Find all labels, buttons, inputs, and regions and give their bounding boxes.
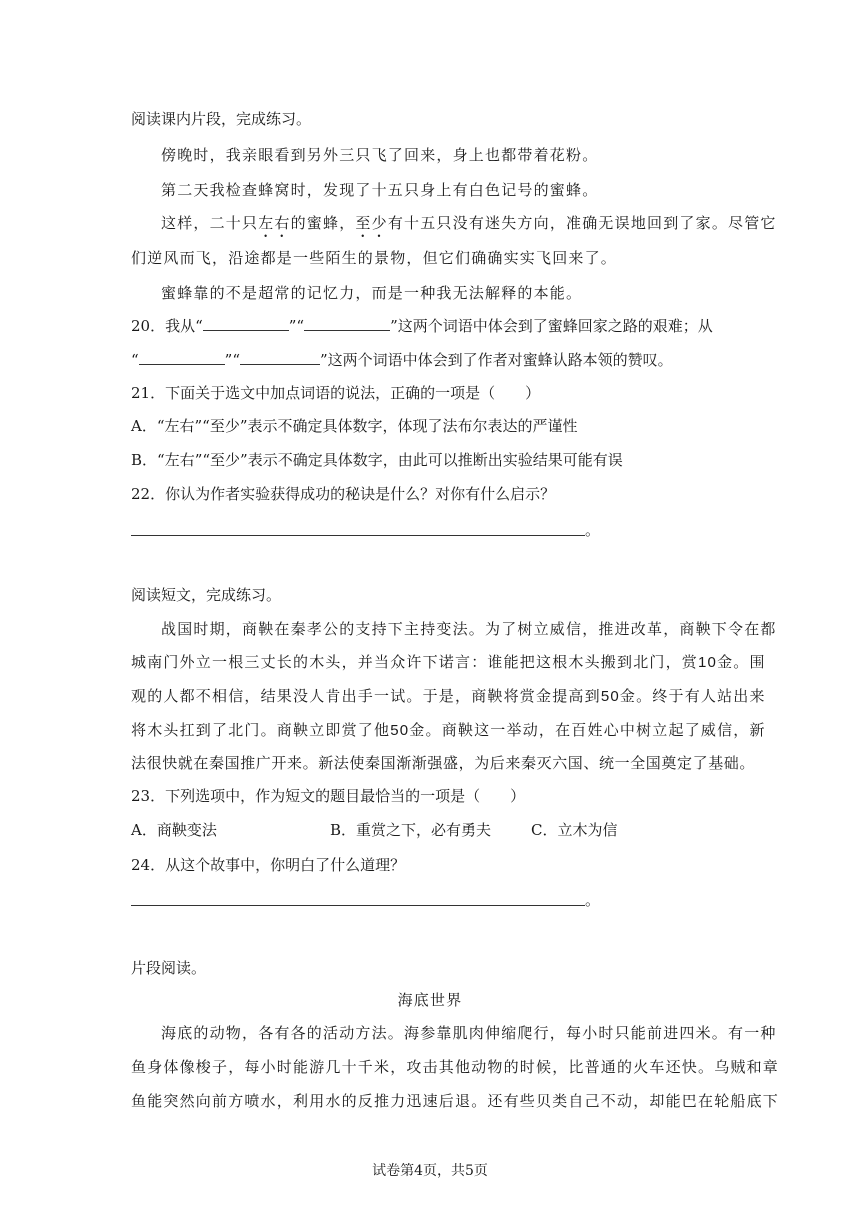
question-21-option-a[interactable]: A．“左右”“至少”表示不确定具体数字，体现了法布尔表达的严谨性 — [131, 417, 578, 435]
answer-period: 。 — [585, 891, 601, 909]
question-21 — [131, 383, 540, 403]
section1-intro: 阅读课内片段，完成练习。 — [131, 110, 312, 128]
section1-paragraph-4: 蜜蜂靠的不是超常的记忆力，而是一种我无法解释的本能。 — [161, 284, 583, 302]
answer-blank-2[interactable] — [304, 316, 390, 331]
section1-paragraph-3a — [161, 213, 777, 241]
section2-paragraph-2 — [131, 652, 766, 673]
text-run: ”“ — [288, 317, 305, 335]
dotted-word-zhishao: 至少 — [355, 214, 388, 232]
answer-blank-3[interactable] — [139, 350, 225, 365]
section2-paragraph-3 — [131, 686, 766, 707]
section2-paragraph-1: 战国时期，商鞅在秦孝公的支持下主持变法。为了树立威信，推进改革，商鞅下令在都 — [161, 620, 777, 638]
text-run: 金。终于有人站出来 — [619, 687, 766, 705]
text-run: ”这两个词语中体会到了蜜蜂回家之路的艰难；从 — [390, 317, 713, 335]
question-21-text: 21．下面关于选文中加点词语的说法，正确的一项是（ — [131, 384, 496, 402]
number: 50 — [600, 688, 620, 705]
text-run: 金。商鞅这一举动，在百姓心中树立起了威信，新 — [409, 721, 766, 739]
text-run: 有十五只没有迷失方向，准确无误地回到了家。尽管它 — [387, 214, 777, 232]
question-23-option-b[interactable]: B．重赏之下，必有勇夫 — [330, 821, 492, 839]
text-run: 观的人都不相信，结果没人肯出手一试。于是，商鞅将赏金提高到 — [131, 687, 601, 705]
answer-blank-1[interactable] — [203, 316, 289, 331]
section1-paragraph-1: 傍晚时，我亲眼看到另外三只飞了回来，身上也都带着花粉。 — [161, 146, 599, 164]
text-run: 20．我从“ — [131, 317, 203, 335]
section2-intro: 阅读短文，完成练习。 — [131, 586, 282, 604]
question-21-option-b[interactable]: B．“左右”“至少”表示不确定具体数字，由此可以推断出实验结果可能有误 — [131, 451, 623, 469]
question-22: 22．你认为作者实验获得成功的秘诀是什么？对你有什么启示？ — [131, 485, 556, 503]
answer-period: 。 — [585, 521, 601, 539]
paren-close: ） — [510, 787, 526, 805]
section1-paragraph-3b: 们逆风而飞，沿途都是一些陌生的景物，但它们确确实实飞回来了。 — [131, 249, 618, 267]
question-23-option-a[interactable]: A．商鞅变法 — [131, 821, 217, 839]
text-run: 将木头扛到了北门。商鞅立即赏了他 — [131, 721, 391, 739]
section2-paragraph-5: 法很快就在秦国推广开来。新法使秦国渐渐强盛，为后来秦灭六国、统一全国奠定了基础。 — [131, 754, 756, 772]
answer-blank-4[interactable] — [240, 350, 320, 365]
text-run: 的蜜蜂， — [290, 214, 356, 232]
question-23-text: 23．下列选项中，作为短文的题目最恰当的一项是（ — [131, 787, 481, 805]
question-20-line-2 — [131, 350, 673, 370]
section3-paragraph-1: 海底的动物，各有各的活动方法。海参靠肌肉伸缩爬行，每小时只能前进四米。有一种 — [161, 1024, 777, 1042]
number: 10 — [698, 654, 718, 671]
answer-line-22[interactable] — [131, 535, 585, 536]
section3-paragraph-2: 鱼身体像梭子，每小时能游几十千米，攻击其他动物的时候，比普通的火车还快。乌贼和章 — [131, 1058, 780, 1076]
text-run: 城南门外立一根三丈长的木头，并当众许下诺言：谁能把这根木头搬到北门，赏 — [131, 653, 699, 671]
text-run: ”这两个词语中体会到了作者对蜜蜂认路本领的赞叹。 — [320, 351, 673, 369]
question-23 — [131, 786, 525, 806]
section1-paragraph-2: 第二天我检查蜂窝时，发现了十五只身上有白色记号的蜜蜂。 — [161, 181, 599, 199]
section3-intro: 片段阅读。 — [131, 959, 207, 977]
dotted-word-zuoyou: 左右 — [258, 214, 291, 232]
number: 50 — [390, 722, 410, 739]
question-24: 24．从这个故事中，你明白了什么道理？ — [131, 856, 406, 874]
section3-paragraph-3: 鱼能突然向前方喷水，利用水的反推力迅速后退。还有些贝类自己不动，却能巴在轮船底下 — [131, 1092, 780, 1110]
question-23-option-c[interactable]: C．立木为信 — [531, 821, 618, 839]
question-20-line-1 — [131, 316, 713, 336]
text-run: ”“ — [224, 351, 241, 369]
text-run: 这样，二十只 — [161, 214, 259, 232]
section2-paragraph-4 — [131, 720, 766, 741]
answer-line-24[interactable] — [131, 905, 585, 906]
passage-title: 海底世界 — [397, 991, 463, 1009]
text-run: 金。围 — [717, 653, 766, 671]
page-footer: 试卷第4页，共5页 — [372, 1163, 488, 1179]
paren-close: ） — [525, 384, 541, 402]
text-run: “ — [131, 351, 139, 369]
